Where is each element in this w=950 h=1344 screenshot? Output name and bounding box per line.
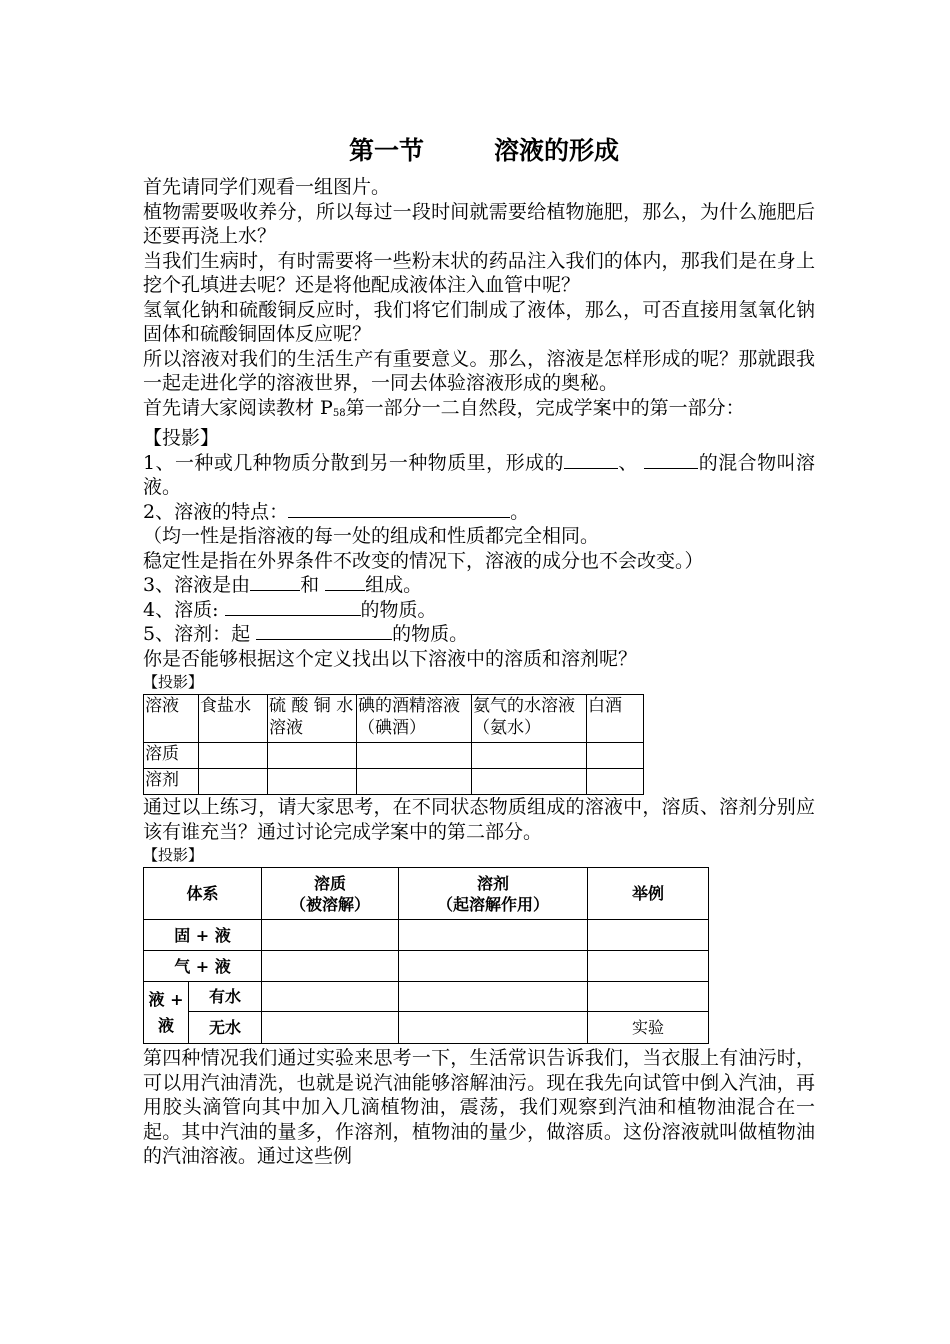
table-cell[interactable] [262,920,399,951]
paragraph-medicine: 当我们生病时，有时需要将一些粉末状的药品注入我们的体内，那我们是在身上挖个孔填进去呢？还是将他配成液体注入血管中呢？ [143,249,815,296]
table-cell[interactable] [357,743,472,769]
system-table [143,867,709,1044]
table-cell[interactable] [472,743,587,769]
table-row [144,868,709,920]
table-cell[interactable] [399,1012,588,1044]
question-3: 3、溶液是由 和 组成。 [143,574,423,596]
table-cell[interactable] [399,920,588,951]
question-5: 5、溶剂：起 的物质。 [143,623,469,645]
table-cell: 无水 [189,1012,262,1044]
note-stability: 稳定性是指在外界条件不改变的情况下，溶液的成分也不会改变。） [143,549,704,572]
table-cell[interactable] [472,769,587,795]
fill-blank[interactable] [644,452,698,469]
table-cell[interactable] [588,982,709,1012]
fill-blank[interactable] [225,599,361,616]
note-uniformity: （均一性是指溶液的每一处的组成和性质都完全相同。 [143,525,600,547]
fill-blank[interactable] [250,574,300,591]
table-cell[interactable] [399,951,588,982]
fill-blank[interactable] [288,501,510,518]
table-cell: 实验 [588,1012,709,1044]
table-cell[interactable] [588,920,709,951]
question-4: 4、溶质: 的物质。 [143,598,437,621]
projection-label: 【投影】 [143,673,204,691]
table-row [144,695,644,743]
table-cell: 溶液 [144,695,199,743]
table-cell[interactable] [587,769,644,795]
title-section-number: 第一节 [348,136,424,165]
solution-table [143,694,644,795]
title-text: 溶液的形成 [494,136,620,165]
table-header: 溶剂 （起溶解作用） [399,868,588,920]
table-cell: 硫 酸 铜 水溶液 [268,695,357,743]
table-row [144,951,709,982]
table-cell: 白酒 [587,695,644,743]
table-row [144,769,644,795]
paragraph-experiment: 第四种情况我们通过实验来思考一下，生活常识告诉我们，当衣服上有油污时，可以用汽油清洗，也就是说汽油能够溶解油污。现在我先向试管中倒入汽油，再用胶头滴管向其中加入几滴植物油，震荡，我们观察到汽油和植物油混合在一起。其中汽油的量多，作溶剂，植物油的量少，做溶质。这份溶液就叫做植物油的汽油溶液。通过这些例 [143,1047,815,1167]
table-cell: 有水 [189,982,262,1012]
table-cell[interactable] [262,951,399,982]
question-2: 2、溶液的特点： 。 [143,500,530,523]
table-cell: 碘的酒精溶液（碘酒） [357,695,472,743]
table-header: 溶质 （被溶解） [262,868,399,920]
paragraph-think: 通过以上练习，请大家思考，在不同状态物质组成的溶液中，溶质、溶剂分别应该有谁充当？通过讨论完成学案中的第二部分。 [143,796,815,843]
paragraph-intro: 首先请同学们观看一组图片。 [143,176,391,198]
table-cell[interactable] [587,743,644,769]
table-header: 举例 [588,868,709,920]
projection-label: 【投影】 [143,846,204,864]
table-cell[interactable] [268,743,357,769]
table-row [144,982,709,1012]
table-cell: 固 + 液 [144,920,262,951]
page-title [143,133,815,169]
table-row [144,743,644,769]
table-cell: 氨气的水溶液（氨水） [472,695,587,743]
table-header: 体系 [144,868,262,920]
table-cell[interactable] [268,769,357,795]
table-cell: 液 + 液 [144,982,189,1044]
paragraph-significance: 所以溶液对我们的生活生产有重要意义。那么，溶液是怎样形成的呢？那就跟我一起走进化学的溶液世界，一同去体验溶液形成的奥秘。 [143,347,815,394]
table-cell[interactable] [588,951,709,982]
paragraph-reading: 首先请大家阅读教材 $P_{58}$第一部分一二自然段，完成学案中的第一部分： [143,396,745,419]
table-cell: 食盐水 [199,695,268,743]
table-cell: 气 + 液 [144,951,262,982]
table-cell[interactable] [262,982,399,1012]
document-content [143,133,815,1169]
question-1: 1、一种或几种物质分散到另一种物质里，形成的 、 的混合物叫溶液。 [143,451,815,498]
projection-label: 【投影】 [143,427,220,449]
table-cell[interactable] [399,982,588,1012]
paragraph-plants: 植物需要吸收养分，所以每过一段时间就需要给植物施肥，那么，为什么施肥后还要再浇上水？ [143,200,815,247]
paragraph-question: 你是否能够根据这个定义找出以下溶液中的溶质和溶剂呢？ [143,647,638,670]
table-row [144,920,709,951]
paragraph-reaction: 氢氧化钠和硫酸铜反应时，我们将它们制成了液体，那么，可否直接用氢氧化钠固体和硫酸铜固体反应呢？ [143,298,815,345]
table-cell[interactable] [199,769,268,795]
fill-blank[interactable] [256,623,392,640]
table-cell[interactable] [357,769,472,795]
table-row [144,1012,709,1044]
fill-blank[interactable] [564,452,618,469]
fill-blank[interactable] [325,574,365,591]
table-cell[interactable] [262,1012,399,1044]
table-cell: 溶剂 [144,769,199,795]
table-cell: 溶质 [144,743,199,769]
table-cell[interactable] [199,743,268,769]
